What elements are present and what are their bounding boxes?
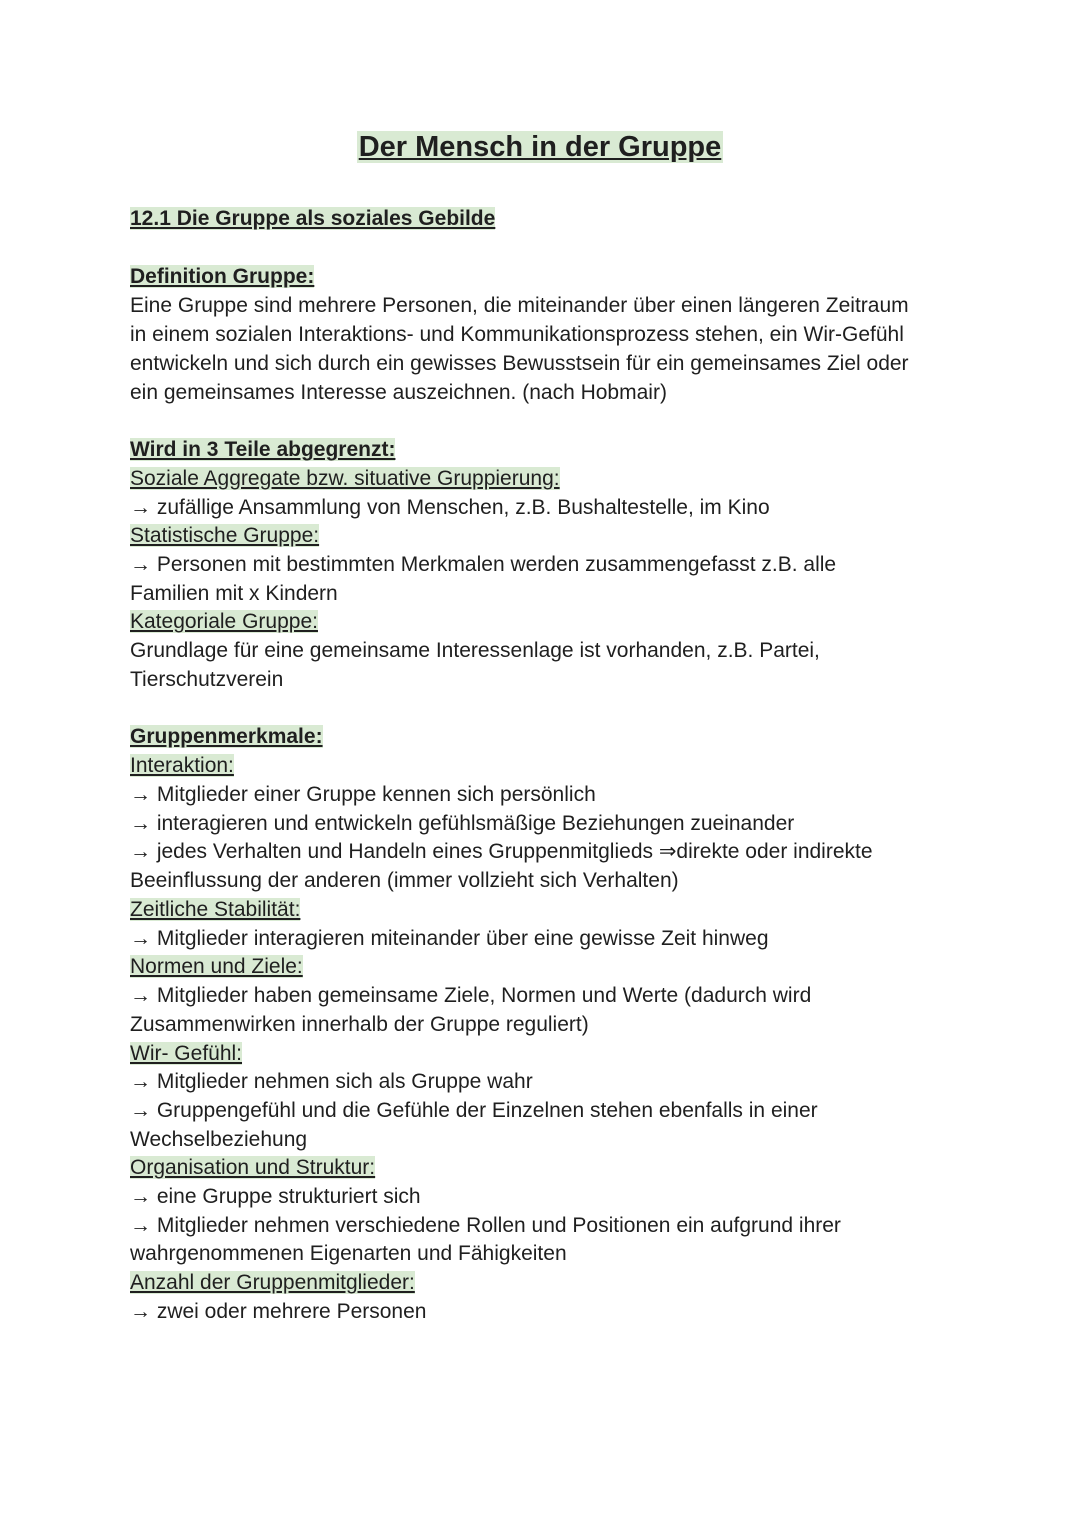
subheading-soziale-aggregate: Soziale Aggregate bzw. situative Gruppierung:	[130, 467, 560, 490]
merkmale-heading-row	[130, 723, 323, 751]
subheading-row	[130, 1269, 415, 1297]
subheading-normen-ziele: Normen und Ziele:	[130, 955, 303, 978]
page-title: Der Mensch in der Gruppe	[358, 131, 722, 163]
body-line: → interagieren und entwickeln gefühlsmäßige Beziehungen zueinander	[130, 812, 795, 835]
body-line: → Mitglieder nehmen verschiedene Rollen und Positionen ein aufgrund ihrer	[130, 1214, 841, 1237]
definition-heading-row	[130, 263, 314, 291]
definition-line: Eine Gruppe sind mehrere Personen, die miteinander über einen längeren Zeitraum	[130, 294, 909, 317]
body-line: Zusammenwirken innerhalb der Gruppe reguliert)	[130, 1013, 589, 1036]
subheading-row	[130, 896, 300, 924]
subheading-interaktion: Interaktion:	[130, 754, 234, 777]
body-line: → Mitglieder einer Gruppe kennen sich persönlich	[130, 783, 596, 806]
abgrenzung-heading-row	[130, 436, 395, 464]
body-line: → Mitglieder haben gemeinsame Ziele, Normen und Werte (dadurch wird	[130, 984, 812, 1007]
definition-line: in einem sozialen Interaktions- und Kommunikationsprozess stehen, ein Wir-Gefühl	[130, 323, 904, 346]
subheading-row	[130, 1154, 375, 1182]
body-line: → eine Gruppe strukturiert sich	[130, 1185, 421, 1208]
definition-line: entwickeln und sich durch ein gewisses Bewusstsein für ein gemeinsames Ziel oder	[130, 352, 909, 375]
abgrenzung-heading: Wird in 3 Teile abgegrenzt:	[130, 438, 396, 461]
section-heading: 12.1 Die Gruppe als soziales Gebilde	[130, 207, 496, 230]
body-line: → Mitglieder nehmen sich als Gruppe wahr	[130, 1070, 533, 1093]
subheading-row	[130, 752, 234, 780]
body-line: → zwei oder mehrere Personen	[130, 1300, 427, 1323]
body-line: → jedes Verhalten und Handeln eines Gruppenmitglieds ⇒direkte oder indirekte	[130, 840, 873, 863]
subheading-statistische-gruppe: Statistische Gruppe:	[130, 524, 320, 547]
subheading-row	[130, 608, 318, 636]
subheading-row	[130, 465, 560, 493]
section-heading-row	[130, 205, 495, 233]
subheading-anzahl-mitglieder: Anzahl der Gruppenmitglieder:	[130, 1271, 415, 1294]
body-line: → Personen mit bestimmten Merkmalen werden zusammengefasst z.B. alle	[130, 553, 837, 576]
body-line: → Gruppengefühl und die Gefühle der Einzelnen stehen ebenfalls in einer	[130, 1099, 818, 1122]
body-line: Familien mit x Kindern	[130, 582, 338, 605]
body-line: → Mitglieder interagieren miteinander über eine gewisse Zeit hinweg	[130, 927, 769, 950]
subheading-wir-gefuehl: Wir- Gefühl:	[130, 1042, 243, 1065]
body-line: → zufällige Ansammlung von Menschen, z.B. Bushaltestelle, im Kino	[130, 496, 770, 519]
subheading-organisation-struktur: Organisation und Struktur:	[130, 1156, 376, 1179]
subheading-kategoriale-gruppe: Kategoriale Gruppe:	[130, 610, 318, 633]
definition-heading: Definition Gruppe:	[130, 265, 315, 288]
body-line: Beeinflussung der anderen (immer vollzieht sich Verhalten)	[130, 869, 679, 892]
subheading-zeitliche-stabilitaet: Zeitliche Stabilität:	[130, 898, 301, 921]
subheading-row	[130, 1040, 242, 1068]
title-row	[130, 128, 950, 166]
definition-line: ein gemeinsames Interesse auszeichnen. (nach Hobmair)	[130, 381, 667, 404]
subheading-row	[130, 953, 303, 981]
body-line: Tierschutzverein	[130, 668, 284, 691]
merkmale-heading: Gruppenmerkmale:	[130, 725, 323, 748]
body-line: Grundlage für eine gemeinsame Interessenlage ist vorhanden, z.B. Partei,	[130, 639, 820, 662]
subheading-row	[130, 522, 319, 550]
body-line: Wechselbeziehung	[130, 1128, 308, 1151]
body-line: wahrgenommenen Eigenarten und Fähigkeiten	[130, 1242, 567, 1265]
